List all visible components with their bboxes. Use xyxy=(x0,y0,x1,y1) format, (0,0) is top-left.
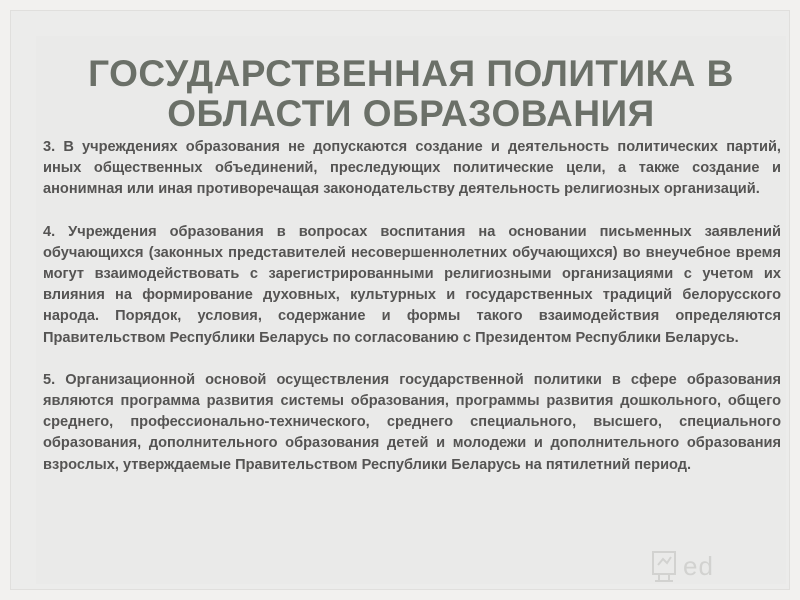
paragraph-5: 5. Организационной основой осуществления государственной политики в сфере образования являются программа развития системы образования, программы развития дошкольного, общего среднего, профессионально-технического, среднего специального, высшего, специального образования, дополнительного образования детей и молодежи и дополнительного образования взрослых, утверждаемые Правительством Республики Беларусь на пятилетний период. xyxy=(43,371,781,473)
slide-title: ГОСУДАРСТВЕННАЯ ПОЛИТИКА В ОБЛАСТИ ОБРАЗОВАНИЯ xyxy=(88,53,734,134)
slide-frame xyxy=(10,10,790,590)
slide-body xyxy=(43,137,781,476)
watermark-text: ed xyxy=(683,550,714,581)
watermark xyxy=(649,546,786,584)
pptcloud-logo-icon xyxy=(649,549,679,583)
paragraph-3: 3. В учреждениях образования не допускаются создание и деятельность политических партий, иных общественных объединений, преследующих политические цели, а также создание и анонимная или иная противоречащая законодательству деятельность религиозных организаций. xyxy=(43,139,781,198)
slide xyxy=(36,36,786,584)
paragraph-4: 4. Учреждения образования в вопросах воспитания на основании письменных заявлений обучающихся (законных представителей несовершеннолетних обучающихся) во внеучебное время могут взаимодействовать с зарегистрированными религиозными организациями с учетом их влияния на формирование духовных, культурных и государственных традиций белорусского народа. Порядок, условия, содержание и формы такого взаимодействия определяются Правительством Республики Беларусь по согласованию с Президентом Республики Беларусь. xyxy=(43,223,781,346)
